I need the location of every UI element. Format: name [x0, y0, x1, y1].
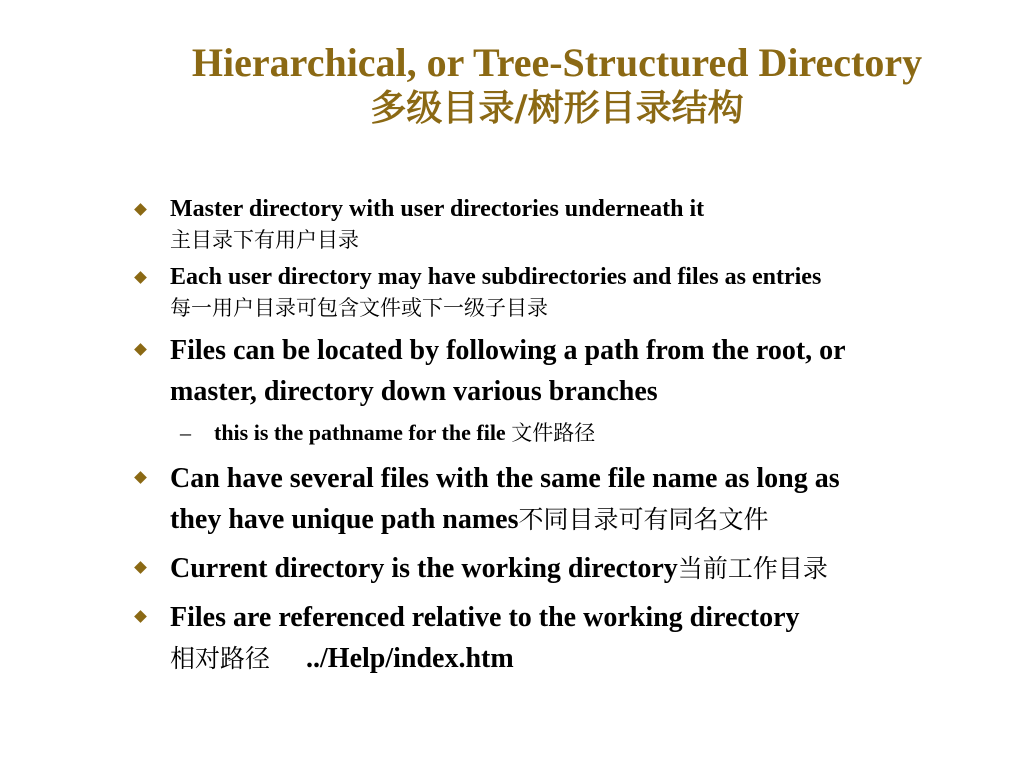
bullet-text-line2-cn: 相对路径 [170, 644, 271, 673]
sub-bullet-pathname [130, 416, 1010, 450]
bullet-text-line1 [170, 548, 1010, 589]
diamond-bullet-icon [134, 471, 147, 484]
bullet-text-cn: 当前工作目录 [677, 554, 828, 583]
bullet-current-directory [130, 548, 1010, 589]
diamond-bullet-icon [134, 610, 147, 623]
bullet-text-line2 [170, 499, 1010, 540]
slide-title [100, 40, 1014, 132]
bullet-text-line2 [170, 638, 1010, 679]
bullet-same-file-name [130, 458, 1010, 540]
bullet-text-en: Current directory is the working directory [170, 553, 678, 584]
sub-bullet-text-en: this is the pathname for the file [214, 420, 512, 445]
bullet-text-line1: Files are referenced relative to the working directory [170, 602, 800, 633]
bullet-text-cn: 每一用户目录可包含文件或下一级子目录 [170, 296, 548, 320]
dash-bullet-icon: – [180, 420, 191, 445]
bullet-text-line2-en: ../Help/index.htm [306, 643, 514, 674]
bullet-text-cn: 主目录下有用户目录 [170, 228, 359, 252]
bullet-files-located [130, 330, 1010, 412]
bullet-text-en: Master directory with user directories underneath it [170, 196, 705, 222]
bullet-master-directory [130, 194, 1010, 256]
title-english: Hierarchical, or Tree-Structured Directory [191, 40, 923, 85]
bullet-text-line1: Files can be located by following a path from the root, or [170, 335, 846, 366]
bullet-text-line2-cn: 不同目录可有同名文件 [518, 505, 769, 534]
diamond-bullet-icon [134, 203, 147, 216]
bullet-text-line2-en: they have unique path names [170, 504, 519, 535]
diamond-bullet-icon [134, 561, 147, 574]
bullet-text-line1: Can have several files with the same file name as long as [170, 463, 840, 494]
bullet-user-directory [130, 262, 1010, 324]
bullet-text-line2: master, directory down various branches [170, 376, 658, 407]
bullet-text-en: Each user directory may have subdirectories and files as entries [170, 264, 822, 290]
sub-bullet-text-cn: 文件路径 [511, 421, 596, 445]
bullet-list [130, 194, 1010, 687]
diamond-bullet-icon [134, 343, 147, 356]
title-chinese: 多级目录/树形目录结构 [370, 88, 744, 129]
diamond-bullet-icon [134, 271, 147, 284]
bullet-relative-reference [130, 597, 1010, 679]
